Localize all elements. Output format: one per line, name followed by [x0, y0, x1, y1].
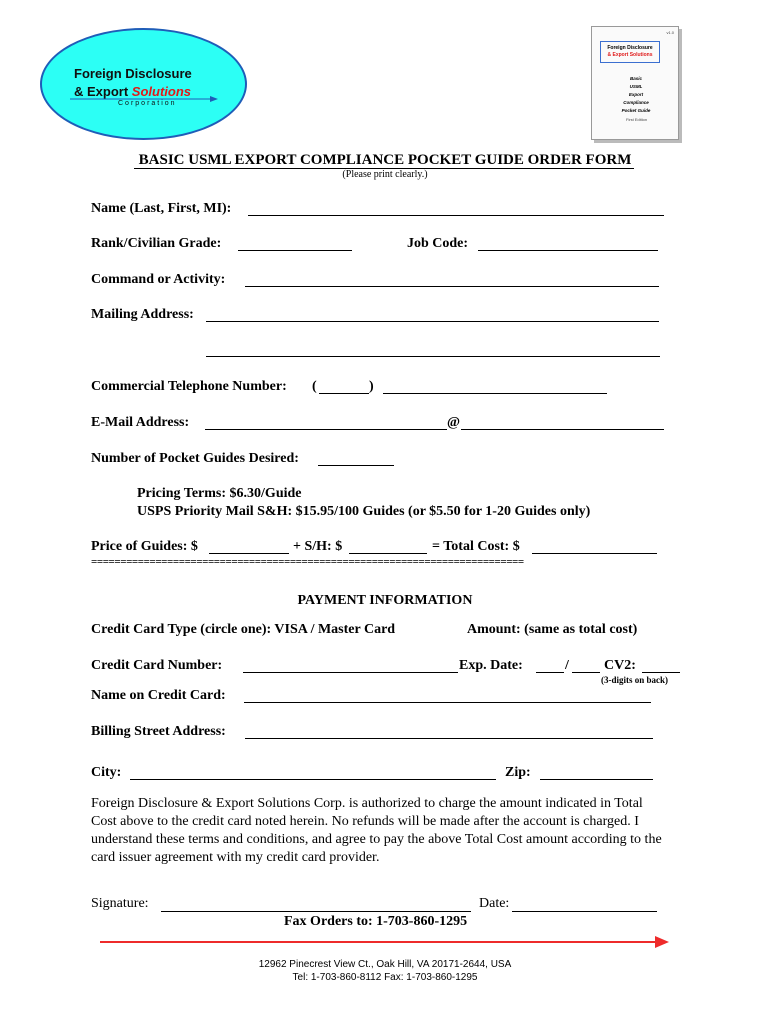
fax-orders: Fax Orders to: 1-703-860-1295 [284, 914, 468, 929]
card-number-label: Credit Card Number: [91, 658, 223, 673]
signature-field[interactable] [161, 911, 471, 912]
pocket-guide-cover-image: v1.0 Foreign Disclosure & Export Solutions Basic USML Export Compliance Pocket Guide First Edition [591, 26, 679, 140]
email-at-sign: @ [447, 415, 461, 430]
city-label: City: [91, 765, 122, 780]
total-label: = Total Cost: $ [432, 539, 520, 554]
zip-label: Zip: [505, 765, 531, 780]
price-field[interactable] [209, 553, 289, 554]
guides-label: Number of Pocket Guides Desired: [91, 451, 299, 466]
billing-address-field[interactable] [245, 738, 653, 739]
footer-arrow-head [655, 936, 669, 948]
logo-line-3: Corporation [118, 100, 177, 107]
logo-line-1: Foreign Disclosure [74, 66, 192, 81]
guides-quantity-field[interactable] [318, 465, 394, 466]
city-field[interactable] [130, 779, 496, 780]
cv2-note: (3-digits on back) [601, 675, 669, 685]
form-subtitle: (Please print clearly.) [342, 169, 428, 180]
separator-line: ========================================================================== [91, 556, 524, 568]
zip-field[interactable] [540, 779, 653, 780]
signature-label: Signature: [91, 896, 149, 911]
date-label: Date: [479, 896, 510, 911]
price-label: Price of Guides: $ [91, 539, 198, 554]
sh-field[interactable] [349, 553, 427, 554]
payment-heading: PAYMENT INFORMATION [297, 593, 473, 608]
cv2-field[interactable] [642, 672, 680, 673]
authorization-text: Foreign Disclosure & Export Solutions Corp. is authorized to charge the amount indicated in Total Cost above to the credit card noted herein. No refunds will be made after the account is charged. I understand these terms and conditions, and agree to pay the above Total Cost amount according to the card issuer agreement with my credit card provider. [91, 796, 662, 865]
command-label: Command or Activity: [91, 272, 226, 287]
mailing-address-field-2[interactable] [206, 356, 660, 357]
footer-phones: Tel: 1-703-860-8112 Fax: 1-703-860-1295 [292, 972, 478, 981]
mailing-address-label: Mailing Address: [91, 307, 194, 322]
name-on-card-field[interactable] [244, 702, 651, 703]
cv2-label: CV2: [604, 658, 636, 673]
email-user-field[interactable] [205, 429, 447, 430]
exp-month-field[interactable] [536, 672, 564, 673]
card-type-label: Credit Card Type (circle one): VISA / Master Card [91, 622, 396, 637]
command-field[interactable] [245, 286, 659, 287]
shipping-terms: USPS Priority Mail S&H: $15.95/100 Guides (or $5.50 for 1-20 Guides only) [137, 504, 591, 519]
total-field[interactable] [532, 553, 657, 554]
pricing-terms: Pricing Terms: $6.30/Guide [137, 486, 302, 501]
exp-date-label: Exp. Date: [459, 658, 523, 673]
card-number-field[interactable] [243, 672, 458, 673]
rank-label: Rank/Civilian Grade: [91, 236, 222, 251]
name-field[interactable] [248, 215, 664, 216]
name-label: Name (Last, First, MI): [91, 201, 232, 216]
form-title: BASIC USML EXPORT COMPLIANCE POCKET GUIDE ORDER FORM [138, 152, 632, 168]
cover-title-box: Foreign Disclosure & Export Solutions [600, 41, 660, 63]
email-domain-field[interactable] [461, 429, 664, 430]
email-label: E-Mail Address: [91, 415, 190, 430]
billing-address-label: Billing Street Address: [91, 724, 226, 739]
footer-arrow-line [100, 941, 658, 943]
name-on-card-label: Name on Credit Card: [91, 688, 226, 703]
exp-year-field[interactable] [572, 672, 600, 673]
job-code-field[interactable] [478, 250, 658, 251]
phone-label: Commercial Telephone Number: [91, 379, 287, 394]
sh-label: + S/H: $ [293, 539, 343, 554]
company-logo [40, 28, 247, 140]
amount-label: Amount: (same as total cost) [467, 622, 638, 637]
logo-line-2: & Export Solutions [74, 84, 192, 99]
date-field[interactable] [512, 911, 657, 912]
cover-middle-text: Basic USML Export Compliance Pocket Guide [621, 76, 651, 113]
footer-address: 12962 Pinecrest View Ct., Oak Hill, VA 20171-2644, USA [258, 959, 512, 970]
job-code-label: Job Code: [407, 236, 469, 251]
area-code-field[interactable] [319, 393, 369, 394]
mailing-address-field-1[interactable] [206, 321, 659, 322]
phone-number-field[interactable] [383, 393, 607, 394]
rank-field[interactable] [238, 250, 352, 251]
